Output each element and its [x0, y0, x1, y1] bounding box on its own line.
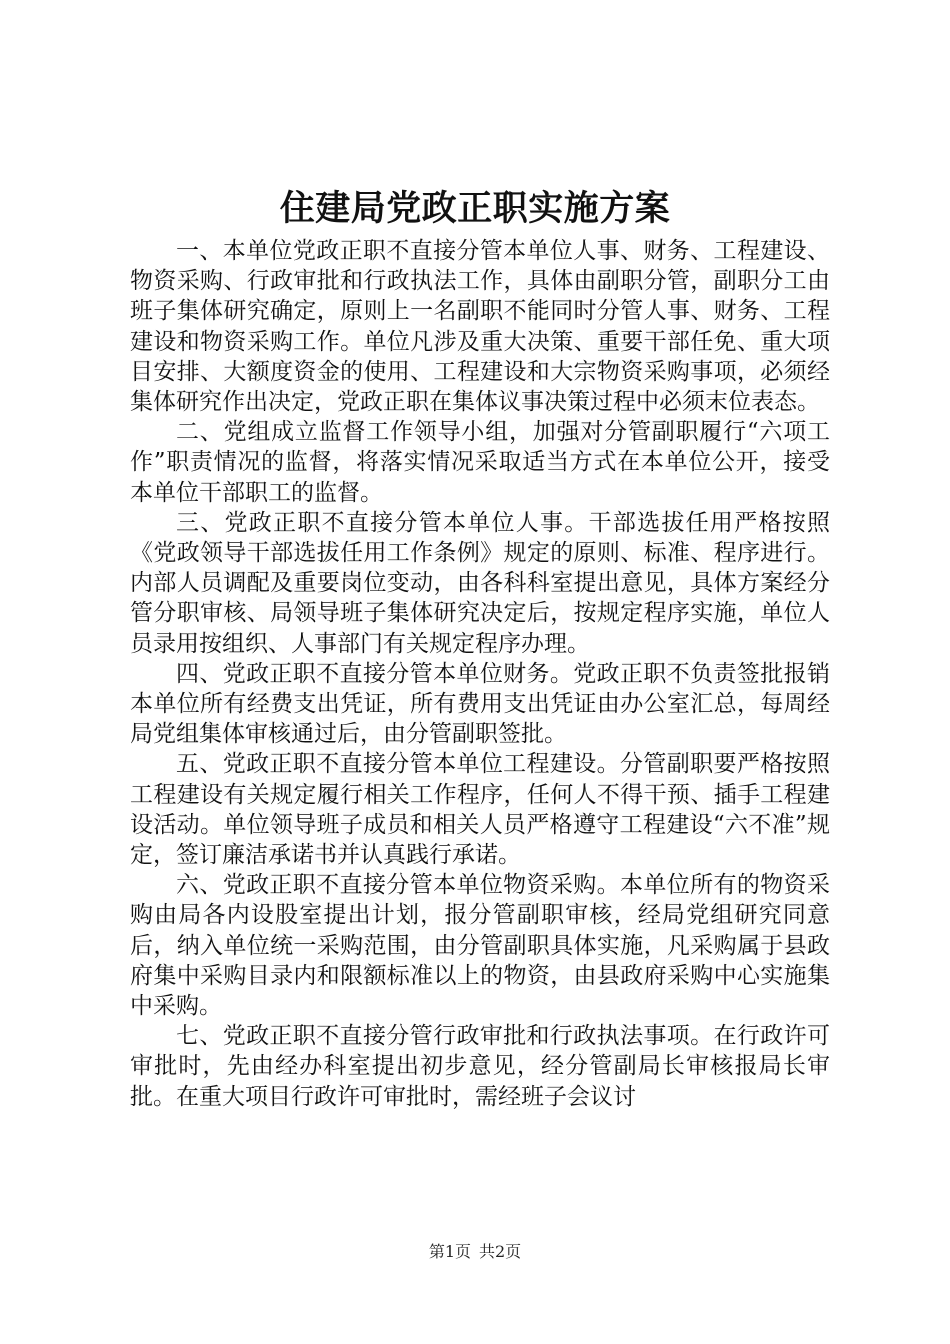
paragraph-6: 六、党政正职不直接分管本单位物资采购。本单位所有的物资采购由局各内设股室提出计划，报分管副职审核，经局党组研究同意后，纳入单位统一采购范围，由分管副职具体实施，凡采购属于县政府集中采购目录内和限额标准以上的物资，由县政府采购中心实施集中采购。	[130, 872, 830, 1020]
paragraph-4: 四、党政正职不直接分管本单位财务。党政正职不负责签批报销本单位所有经费支出凭证，所有费用支出凭证由办公室汇总，每周经局党组集体审核通过后，由分管副职签批。	[130, 660, 830, 748]
page-footer	[0, 1241, 950, 1263]
page-total: 共2页	[479, 1242, 522, 1261]
paragraph-7: 七、党政正职不直接分管行政审批和行政执法事项。在行政许可审批时，先由经办科室提出初步意见，经分管副局长审核报局长审批。在重大项目行政许可审批时，需经班子会议讨	[130, 1023, 830, 1110]
paragraph-1: 一、本单位党政正职不直接分管本单位人事、财务、工程建设、物资采购、行政审批和行政执法工作，具体由副职分管，副职分工由班子集体研究确定，原则上一名副职不能同时分管人事、财务、工程建设和物资采购工作。单位凡涉及重大决策、重要干部任免、重大项目安排、大额度资金的使用、工程建设和大宗物资采购事项，必须经集体研究作出决定，党政正职在集体议事决策过程中必须末位表态。	[130, 238, 830, 416]
document-body	[130, 236, 830, 1112]
paragraph-3: 三、党政正职不直接分管本单位人事。干部选拔任用严格按照《党政领导干部选拔任用工作条例》规定的原则、标准、程序进行。内部人员调配及重要岗位变动，由各科科室提出意见，具体方案经分管分职审核、局领导班子集体研究决定后，按规定程序实施，单位人员录用按组织、人事部门有关规定程序办理。	[130, 509, 830, 657]
paragraph-5: 五、党政正职不直接分管本单位工程建设。分管副职要严格按照工程建设有关规定履行相关工作程序，任何人不得干预、插手工程建设活动。单位领导班子成员和相关人员严格遵守工程建设“六不准”规定，签订廉洁承诺书并认真践行承诺。	[130, 751, 830, 869]
document-title: 住建局党政正职实施方案	[279, 188, 671, 229]
paragraph-2: 二、党组成立监督工作领导小组，加强对分管副职履行“六项工作”职责情况的监督，将落实情况采取适当方式在本单位公开，接受本单位干部职工的监督。	[130, 419, 830, 506]
page-number: 第1页	[428, 1242, 471, 1261]
